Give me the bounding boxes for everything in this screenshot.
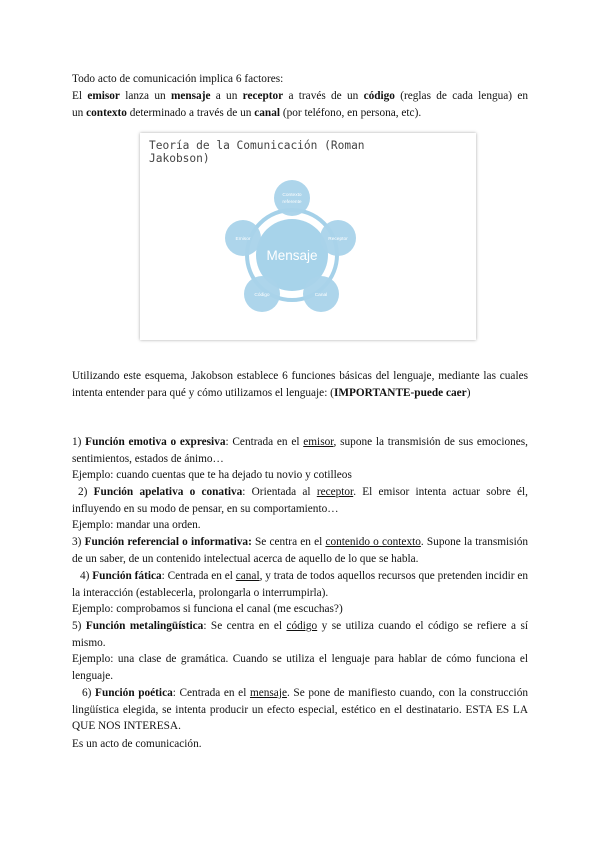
term-receptor: receptor (242, 90, 284, 102)
function-1-focus: emisor (303, 436, 334, 448)
intro-factors-line-1: El emisor lanza un mensaje a un receptor a través de un código (reglas de cada lengua) en (72, 90, 528, 102)
function-4-focus: canal (235, 570, 260, 582)
intro-line: Todo acto de comunicación implica 6 factores: (72, 73, 284, 85)
function-3: 3) Función referencial o informativa: Se centra en el contenido o contexto. Supone la transmisión de un saber, de un contenido intelectual acerca de aquello de lo que se habla. (72, 536, 529, 565)
function-5-example: Ejemplo: una clase de gramática. Cuando se utiliza el lenguaje para hablar de cómo funciona el lenguaje. (72, 653, 528, 682)
function-2-focus: receptor (316, 486, 354, 498)
diagram-graphic (140, 133, 476, 340)
center-label: Mensaje (266, 248, 318, 263)
function-2: 2) Función apelativa o conativa: Orientada al receptor. El emisor intenta actuar sobre él, influyendo en su modo de pensar, en su comportamiento… (72, 486, 528, 515)
function-3-name: Función referencial o informativa: (84, 536, 252, 548)
function-4: 4) Función fática: Centrada en el canal, y trata de todos aquellos recursos que pretenden incidir en la interacción (establecerla, prolongarla o interrumpirla). (72, 570, 528, 599)
node-receptor-label: Receptor (328, 237, 348, 242)
function-6-name: Función poética (95, 687, 173, 699)
important-note: IMPORTANTE-puede caer (333, 386, 467, 399)
function-5-name: Función metalingüística (85, 620, 204, 632)
intro-factors-line-2: un contexto determinado a través de un canal (por teléfono, en persona, etc). (72, 107, 422, 119)
node-canal-label: Canal (314, 293, 328, 298)
communication-diagram (140, 133, 476, 340)
function-1-example: Ejemplo: cuando cuentas que te ha dejado tu novio y cotilleos (72, 469, 352, 481)
diagram-title: Teoría de la Comunicación (Roman Jakobson) (149, 139, 365, 165)
function-6-focus: mensaje (249, 687, 287, 699)
node-contexto (274, 180, 310, 216)
function-5-focus: código (286, 620, 318, 632)
function-2-name: Función apelativa o conativa (93, 486, 243, 498)
function-3-focus: contenido o contexto (325, 536, 421, 548)
function-5: 5) Función metalingüística: Se centra en el código y se utiliza cuando el código se refiere a sí mismo. (72, 620, 528, 649)
function-4-example: Ejemplo: comprobamos si funciona el canal (me escuchas?) (72, 603, 343, 615)
function-2-example: Ejemplo: mandar una orden. (72, 519, 201, 531)
function-6: 6) Función poética: Centrada en el mensaje. Se pone de manifiesto cuando, con la construcción lingüística elegida, se intenta producir un efecto especial, estético en el destinatario. ESTA ES LA QUE NOS INTERESA. (72, 687, 528, 733)
term-canal: canal (254, 107, 280, 119)
node-emisor-label: Emisor (235, 237, 251, 242)
term-mensaje: mensaje (170, 90, 211, 102)
explanation-paragraph: Utilizando este esquema, Jakobson establece 6 funciones básicas del lenguaje, mediante las cuales intenta entender para qué y cómo utilizamos el lenguaje: (IMPORTANTE-puede caer) (72, 370, 528, 399)
function-6-example: Es un acto de comunicación. (72, 738, 202, 750)
node-contexto-label-2: referente (282, 200, 302, 205)
term-emisor: emisor (87, 90, 120, 102)
term-contexto: contexto (86, 107, 127, 119)
node-codigo-label: Código (254, 293, 270, 298)
function-1: 1) Función emotiva o expresiva: Centrada en el emisor, supone la transmisión de sus emociones, sentimientos, estados de ánimo… (72, 436, 528, 465)
function-1-name: Función emotiva o expresiva (85, 436, 226, 448)
term-codigo: código (363, 90, 395, 102)
node-contexto-label-1: Contexto (282, 193, 302, 198)
function-4-name: Función fática (92, 570, 162, 582)
